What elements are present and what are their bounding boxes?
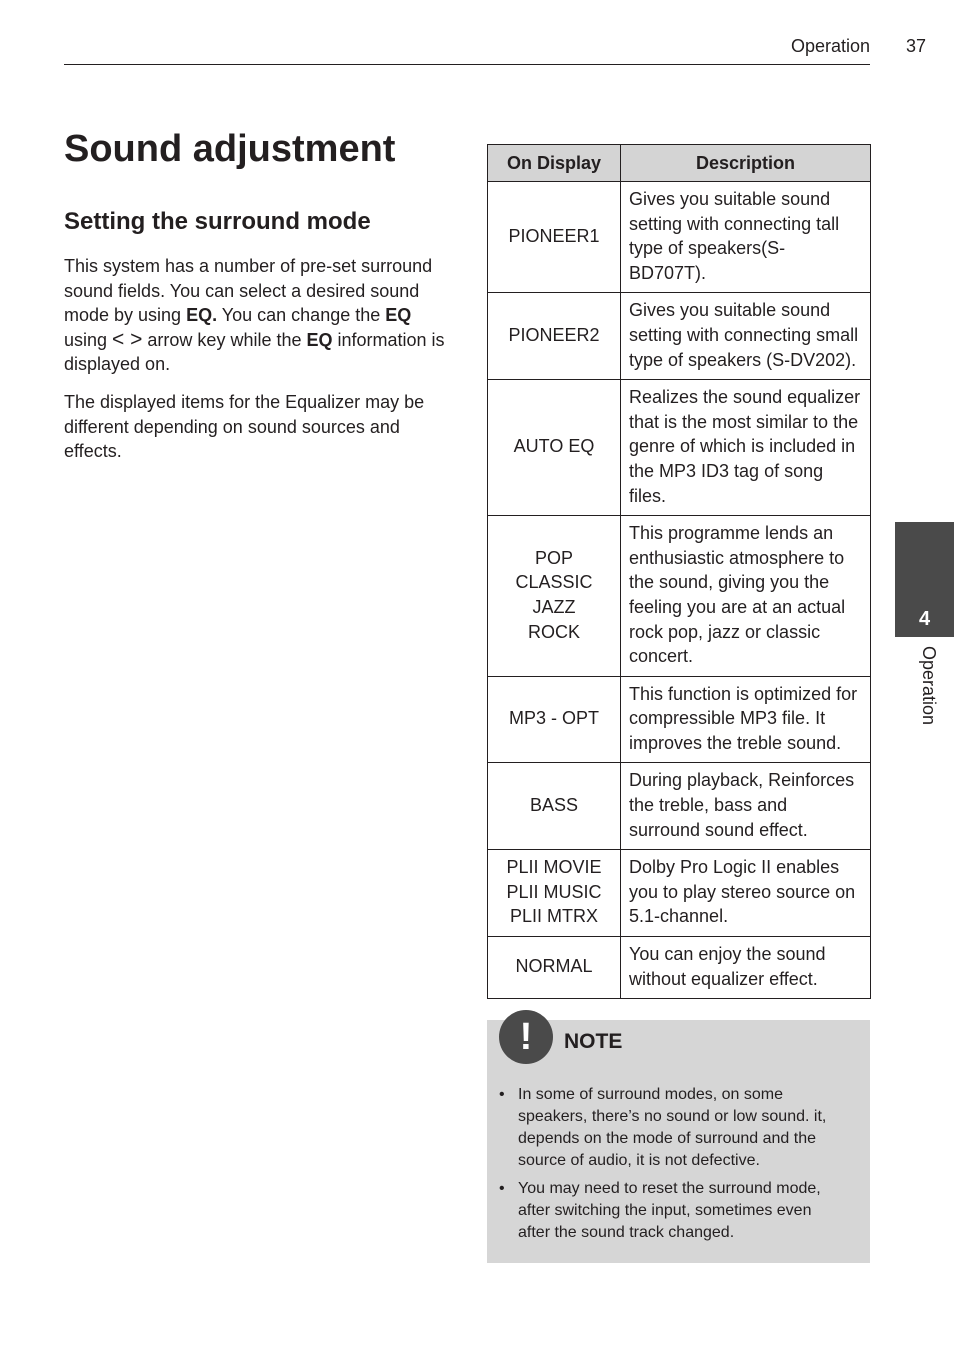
note-item: • You may need to reset the surround mode, after switching the input, sometimes even after the sound track changed. <box>499 1178 844 1244</box>
description-cell: Gives you suitable sound setting with connecting tall type of speakers(S-BD707T). <box>621 182 871 293</box>
description-cell: You can enjoy the sound without equalizer effect. <box>621 937 871 999</box>
display-mode-label: PIONEER2 <box>508 324 600 345</box>
table-row <box>488 516 871 677</box>
description-cell: This function is optimized for compressible MP3 file. It improves the treble sound. <box>621 676 871 763</box>
display-cell <box>488 850 621 937</box>
display-mode-label: BASS <box>529 795 579 816</box>
exclamation-icon: ! <box>499 1010 553 1064</box>
intro-text-5: information is displayed on. <box>64 329 445 375</box>
display-cell <box>488 516 621 677</box>
surround-mode-table <box>487 144 871 999</box>
display-mode-label: CLASSIC <box>515 572 593 593</box>
table-row <box>488 676 871 763</box>
description-cell: During playback, Reinforces the treble, bass and surround sound effect. <box>621 763 871 850</box>
eq-key-name-1: EQ. <box>186 305 218 326</box>
header-section-name: Operation <box>790 36 870 56</box>
display-mode-label: JAZZ <box>532 596 576 617</box>
description-cell: Gives you suitable sound setting with connecting small type of speakers (S-DV202). <box>621 293 871 380</box>
section-subtitle: Setting the surround mode <box>64 208 371 235</box>
description-cell: This programme lends an enthusiastic atmosphere to the sound, giving you the feeling you are at an actual rock pop, jazz or classic concert. <box>621 516 871 677</box>
header-description: Description <box>621 145 871 182</box>
display-mode-label: PLII MUSIC <box>506 881 602 902</box>
chapter-number: 4 <box>918 608 931 630</box>
display-mode-label: PIONEER1 <box>508 225 600 246</box>
intro-text-3: using <box>64 329 113 350</box>
display-cell <box>488 676 621 763</box>
display-cell <box>488 380 621 516</box>
eq-key-name-2: EQ <box>385 305 412 326</box>
display-mode-label: NORMAL <box>515 956 593 977</box>
intro-paragraph <box>64 254 450 377</box>
running-header <box>64 36 870 65</box>
display-mode-label: MP3 - OPT <box>508 708 599 729</box>
chapter-tab <box>895 522 954 637</box>
note-box <box>487 1016 870 1263</box>
display-cell <box>488 182 621 293</box>
display-mode-label: PLII MTRX <box>509 906 598 927</box>
display-cell <box>488 937 621 999</box>
table-row <box>488 182 871 293</box>
intro-text-2: You can change the <box>217 305 386 326</box>
intro-text-4: arrow key while the <box>142 329 307 350</box>
display-mode-label: AUTO EQ <box>513 436 595 457</box>
description-cell: Realizes the sound equalizer that is the most similar to the genre of which is included in the MP3 ID3 tag of song files. <box>621 380 871 516</box>
note-list <box>499 1084 844 1250</box>
table-row <box>488 293 871 380</box>
table-header-row <box>488 145 871 182</box>
display-mode-label: POP <box>534 547 573 568</box>
table-row <box>488 763 871 850</box>
display-mode-label: ROCK <box>527 621 580 642</box>
equalizer-paragraph: The displayed items for the Equalizer may be different depending on sound sources and effects. <box>64 392 425 462</box>
display-cell <box>488 293 621 380</box>
eq-key-name-3: EQ <box>306 329 333 350</box>
page-title: Sound adjustment <box>64 128 396 170</box>
description-cell: Dolby Pro Logic II enables you to play stereo source on 5.1-channel. <box>621 850 871 937</box>
display-mode-label: PLII MOVIE <box>506 857 602 878</box>
note-item: • In some of surround modes, on some speakers, there’s no sound or low sound. it, depends on the mode of surround and the source of audio, it is not defective. <box>499 1084 844 1172</box>
intro-text-1: This system has a number of pre-set surround sound fields. You can select a desired sound mode by using <box>64 256 433 326</box>
arrow-keys-symbol: < > <box>112 327 143 351</box>
table-row <box>488 937 871 999</box>
chapter-label: Operation <box>919 646 939 726</box>
display-cell <box>488 763 621 850</box>
header-on-display: On Display <box>488 145 621 182</box>
table-row <box>488 850 871 937</box>
note-label: NOTE <box>564 1030 623 1053</box>
page-number: 37 <box>906 36 927 56</box>
table-row <box>488 380 871 516</box>
